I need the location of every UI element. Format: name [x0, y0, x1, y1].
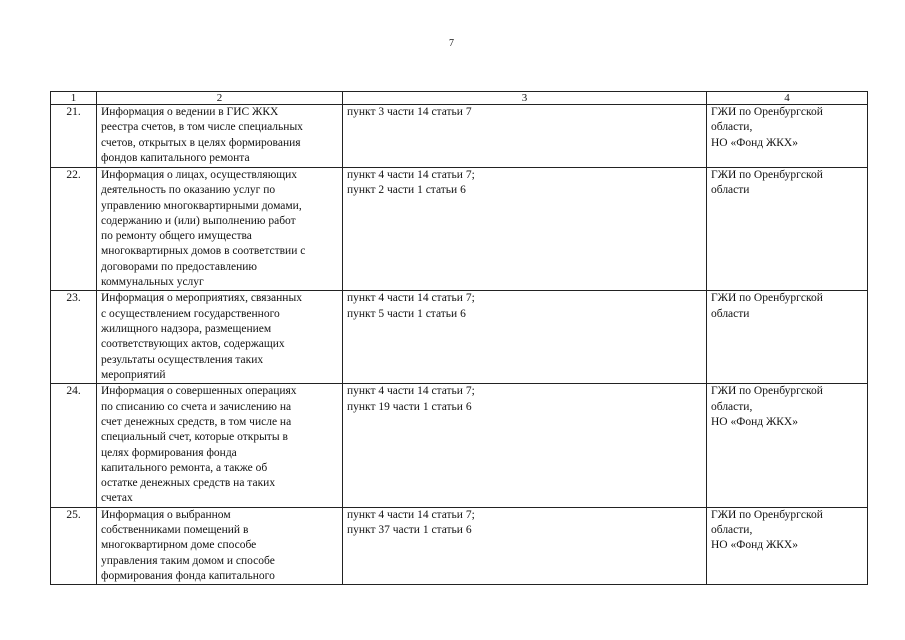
row-authority-text: ГЖИ по Оренбургской области — [711, 292, 823, 320]
row-information-text: Информация о лицах, осуществляющих деятельность по оказанию услуг по управлению многоквартирными домами, содержанию и (или) выполнению работ по ремонту общего имущества многоквартирных домов в соответствии с договорами по предоставлению коммунальных услуг — [101, 169, 306, 289]
page-number: 7 — [449, 38, 454, 49]
row-authority — [707, 291, 868, 384]
row-authority-text: ГЖИ по Оренбургской области — [711, 169, 823, 197]
row-information-text: Информация о мероприятиях, связанных с осуществлением государственного жилищного надзора, размещением соответствующих актов, содержащих результаты осуществления таких мероприятий — [101, 292, 302, 381]
document-table — [50, 91, 868, 585]
row-authority — [707, 384, 868, 507]
row-number: 24. — [51, 384, 97, 507]
row-number: 21. — [51, 105, 97, 168]
row-authority — [707, 507, 868, 584]
row-authority-text: ГЖИ по Оренбургской области, НО «Фонд ЖКХ» — [711, 385, 823, 428]
row-legal-basis-text: пункт 4 части 14 статьи 7; пункт 2 части 1 статьи 6 — [347, 169, 475, 197]
table-header-row — [51, 92, 868, 105]
table-row — [51, 384, 868, 507]
column-header-3: 3 — [343, 92, 707, 105]
row-legal-basis — [343, 507, 707, 584]
table-row — [51, 507, 868, 584]
row-information — [97, 105, 343, 168]
row-legal-basis — [343, 291, 707, 384]
row-information — [97, 291, 343, 384]
column-header-1: 1 — [51, 92, 97, 105]
table-row — [51, 291, 868, 384]
row-information-text: Информация о совершенных операциях по списанию со счета и зачислению на счет денежных средств, в том числе на специальный счет, которые открыты в целях формирования фонда капитального ремонта, а также об остатке денежных средств на таких счетах — [101, 385, 297, 505]
table-row — [51, 168, 868, 291]
row-information-text: Информация о выбранном собственниками помещений в многоквартирном доме способе управления таким домом и способе формирования фонда капитального — [101, 508, 275, 582]
row-legal-basis-text: пункт 4 части 14 статьи 7; пункт 37 части 1 статьи 6 — [347, 508, 475, 537]
row-number: 23. — [51, 291, 97, 384]
row-authority-text: ГЖИ по Оренбургской области, НО «Фонд ЖКХ» — [711, 508, 823, 552]
row-authority — [707, 168, 868, 291]
row-legal-basis — [343, 105, 707, 168]
row-number: 25. — [51, 507, 97, 584]
table-row — [51, 105, 868, 168]
column-header-4: 4 — [707, 92, 868, 105]
row-legal-basis — [343, 168, 707, 291]
row-number: 22. — [51, 168, 97, 291]
row-legal-basis-text: пункт 4 части 14 статьи 7; пункт 19 части 1 статьи 6 — [347, 385, 475, 413]
row-information — [97, 507, 343, 584]
row-information-text: Информация о ведении в ГИС ЖКХ реестра счетов, в том числе специальных счетов, открытых в целях формирования фондов капитального ремонта — [101, 106, 303, 164]
row-information — [97, 168, 343, 291]
column-header-2: 2 — [97, 92, 343, 105]
row-authority-text: ГЖИ по Оренбургской области, НО «Фонд ЖКХ» — [711, 106, 823, 149]
row-information — [97, 384, 343, 507]
row-legal-basis — [343, 384, 707, 507]
row-legal-basis-text: пункт 4 части 14 статьи 7; пункт 5 части 1 статьи 6 — [347, 292, 475, 320]
row-authority — [707, 105, 868, 168]
row-legal-basis-text: пункт 3 части 14 статьи 7 — [347, 106, 472, 118]
